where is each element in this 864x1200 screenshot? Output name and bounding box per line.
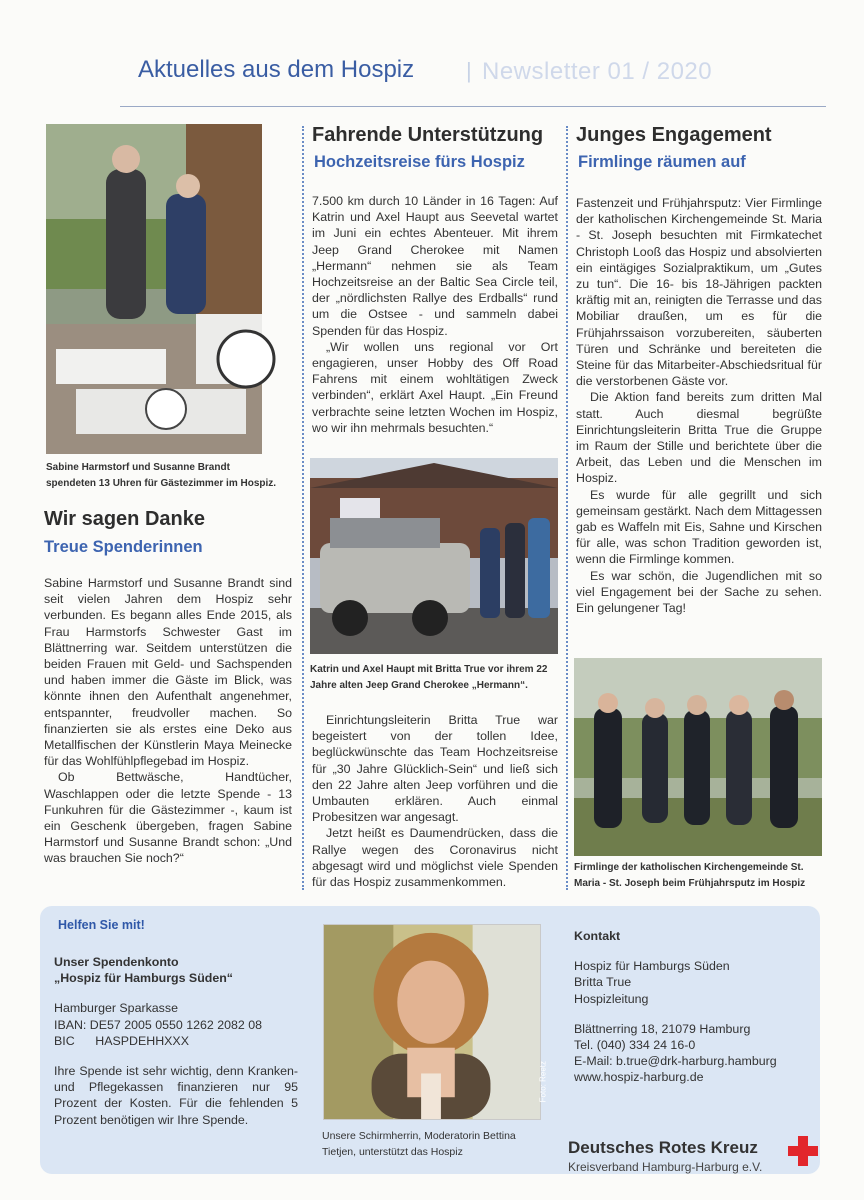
contact-address: Blättnerring 18, 21079 Hamburg [574, 1021, 751, 1036]
danke-subheadline: Treue Spenderinnen [44, 538, 203, 556]
patron-photo [323, 924, 547, 1120]
patron-caption: Unsere Schirmherrin, Moderatorin Bettina Tietjen, unterstützt das Hospiz [322, 1130, 516, 1159]
photo-credit: Foto: Reetz [538, 1061, 547, 1103]
engagement-paragraph: Fastenzeit und Frühjahrsputz: Vier Firmlinge der katholischen Kirchengemeinde St. Maria - St. Joseph besuchten mit Firmkatechet Christoph Looß das Hospiz und absolvierten ein eintägiges Sozialpraktikum, um „Gutes zu tun“. Die 16- bis 18-Jährigen packten kräftig mit an, reinigten die Terrasse und das Mobiliar draußen, um es für die Frühjahrssaison vorzubereiten, säuberten Türen und Schränke und bereiteten die Steine für das Mitarbeiter-Abschiedsritual für die verstorbenen Gäste vor. [576, 196, 822, 389]
engagement-paragraph: Die Aktion fand bereits zum dritten Mal statt. Auch diesmal begrüßte Einrichtungsleiterin Britta True die Gruppe im Raum der Stille und berichtete über die Arbeit, das Leben und die Menschen im Hospiz. [576, 390, 822, 486]
engagement-subheadline: Firmlinge räumen auf [578, 153, 746, 171]
danke-paragraph: Sabine Harmstorf und Susanne Brandt sind seit vielen Jahren dem Hospiz sehr verbunden. Es begann alles Ende 2015, als Frau Harmstorfs Schwester Gast im Blättnerring war. Seitdem unterstützen die beiden Frauen mit Geld- und Sachspenden und haben immer die Gäste im Blick, was könnte ihnen den Aufenthalt angenehmer, entspannter, freudvoller machen. So finanzierten sie als erstes eine Deko aus Metallfischen der Künstlerin Maya Meinecke für das Wohlfühlpflegebad im Hospiz. [44, 576, 292, 769]
contact-block [574, 928, 814, 1086]
account-name: „Hospiz für Hamburgs Süden“ [54, 971, 233, 986]
contact-org: Hospiz für Hamburgs Süden [574, 959, 730, 974]
fahrende-paragraph: 7.500 km durch 10 Länder in 16 Tagen: Auf Katrin und Axel Haupt aus Seevetal wartet im Juni ein echtes Abenteuer. Mit ihrem Jeep Grand Cherokee mit Namen „Hermann“ nehmen sie als Team Hochzeitsreise an der Baltic Sea Circle teil, der „nördlichsten Rallye des Erdballs“ rund um die Ostsee - und sammeln dabei Spenden für das Hospiz. [312, 194, 558, 338]
bank-name: Hamburger Sparkasse [54, 1001, 178, 1016]
fahrende-paragraph: Jetzt heißt es Daumendrücken, dass die Rallye wegen des Coronavirus nicht abgesagt wird und möglichst viele Spenden für das Hospiz zusammenkommen. [312, 826, 558, 890]
help-heading: Helfen Sie mit! [58, 918, 145, 932]
danke-article-body [44, 575, 292, 867]
contact-person: Britta True [574, 975, 632, 990]
danke-paragraph: Ob Bettwäsche, Handtücher, Waschlappen oder die letzte Spende - 13 Funkuhren für die Gästezimmer -, kaum ist ein Geschenk übergeben, fragen Sabine Harmstorf und Susanne Brandt schon: „Und was brauchen Sie noch?“ [44, 770, 292, 866]
contact-role: Hospizleitung [574, 991, 649, 1006]
engagement-paragraph: Es war schön, die Jugendlichen mit so viel Engagement bei der Sache zu sehen. Ein gelungener Tag! [576, 568, 822, 616]
drk-subtitle: Kreisverband Hamburg-Harburg e.V. [568, 1160, 763, 1174]
fahrende-headline: Fahrende Unterstützung [312, 124, 544, 146]
newsletter-issue: Newsletter 01 / 2020 [482, 58, 713, 85]
account-heading: Unser Spendenkonto [54, 955, 179, 969]
contact-phone: Tel. (040) 334 24 16-0 [574, 1038, 696, 1053]
danke-headline: Wir sagen Danke [44, 508, 205, 530]
header-rule [120, 106, 826, 107]
contact-website[interactable]: www.hospiz-harburg.de [574, 1070, 704, 1085]
engagement-article-body [576, 195, 822, 616]
fahrende-article-top [312, 193, 558, 436]
engagement-paragraph: Es wurde für alle gegrillt und sich gemeinsam gestärkt. Nach dem Mittagessen gab es Waffeln mit Eis, Sahne und Kirschen für alle, was schon Tradition geworden ist, wenn die Firmlinge kommen. [576, 487, 822, 567]
clock-photo-caption: Sabine Harmstorf und Susanne Brandt spendeten 13 Uhren für Gästezimmer im Hospiz. [46, 462, 277, 489]
bic: BIC HASPDEHHXXX [54, 1033, 189, 1048]
title-separator: | [466, 58, 472, 83]
contact-heading: Kontakt [574, 929, 621, 943]
fahrende-article-bottom [312, 712, 558, 890]
newsletter-header [0, 0, 864, 112]
page-title: Aktuelles aus dem Hospiz [138, 56, 415, 83]
jeep-photo-caption: Katrin und Axel Haupt mit Britta True vor ihrem 22 Jahre alten Jeep Grand Cherokee „Hermann“. [310, 664, 548, 691]
red-cross-icon [788, 1136, 818, 1166]
engagement-headline: Junges Engagement [576, 124, 772, 146]
fahrende-subheadline: Hochzeitsreise fürs Hospiz [314, 153, 525, 171]
contact-email[interactable]: E-Mail: b.true@drk-harburg.hamburg [574, 1054, 777, 1069]
column-divider [566, 126, 568, 890]
column-divider [302, 126, 304, 890]
donation-note: Ihre Spende ist sehr wichtig, denn Kranken- und Pflegekassen finanzieren nur 95 Prozent der Kosten. Für die fehlenden 5 Prozent benötigen wir Ihre Spende. [54, 1064, 298, 1127]
iban: IBAN: DE57 2005 0550 1262 2082 08 [54, 1017, 263, 1032]
jeep-photo [310, 458, 558, 654]
fahrende-paragraph: „Wir wollen uns regional vor Ort engagieren, unser Hobby des Off Road Fahrens mit einem wohltätigen Zweck verbinden“, erklärt Axel Haupt. „Ein Freund verbrachte seine letzten Wochen im Hospiz, wo wir ihn mehrmals besuchten.“ [312, 339, 558, 435]
drk-name: Deutsches Rotes Kreuz [568, 1138, 758, 1157]
fahrende-paragraph: Einrichtungsleiterin Britta True war begeistert von der tollen Idee, beglückwünschte das Team Hochzeitsreise für „30 Jahre Glücklich-Sein“ und ließ sich den 22 Jahre alten Jeep vorführen und die Umbauten erklären. Auch einmal Probesitzen war angesagt. [312, 713, 558, 825]
clock-donation-photo [46, 124, 262, 454]
firmlinge-photo [574, 658, 822, 856]
donation-account [54, 954, 298, 1128]
firmlinge-photo-caption: Firmlinge der katholischen Kirchengemeinde St. Maria - St. Joseph beim Frühjahrsputz im Hospiz [574, 862, 806, 889]
